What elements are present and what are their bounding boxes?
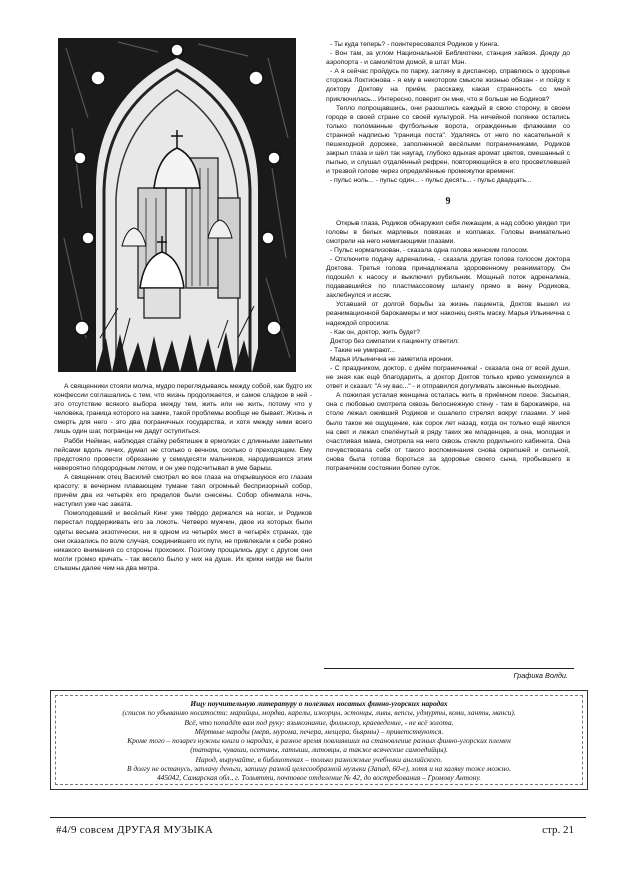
right-paragraph-b2: - Пульс нормализован, - сказала одна голова женским голосом.: [330, 246, 529, 254]
left-paragraph-4: Помолодевший и весёлый Кинг уже твёрдо держался на ногах, и Родиков перестал поддерживать его за локоть. Четверо мужчин, двое из которых были одеты весьма экзотически, ни в одном из четырёх мест в четырёх странах, где они оказались по воле случая, соединившего их пути, не привлекали к себе ровно никакого внимания со стороны прохожих. Поэтому прощались друг с другом они могли громко кричать - так весело было у них на душе. Их крики нигде не были слышны далее чем на два метра.: [54, 510, 312, 572]
right-text-column: [326, 40, 570, 473]
right-paragraph-a1: - Ты куда теперь? - поинтересовался Родиков у Кинга.: [330, 41, 500, 48]
ad-line-6: (татары, чуваши, осетины, латыши, литовцы, а также всяческие самоедийцы).: [190, 745, 448, 755]
ad-line-2: (список по убыванию носатости: марийцы, мордва, карелы, ижорцы, эстонцы, ливы, вепсы, удмурты, коми, ханты, манси).: [122, 708, 516, 718]
left-paragraph-1: А священники стояли молча, мудро переглядываясь между собой, как будто их конфессии соглашались с тем, что жизнь продолжается, и самое сладкое в ней - это отсутствие всякого выбора между тем, жить или не жить, потому что у человека, граница которого на замке, такой проблемы вообще не бывает. Жизнь и смерть для него - это два пограничных государства, и хотя между ними всего лишь один шаг, погранцы не дадут оступиться.: [54, 383, 312, 436]
right-paragraph-b6: Доктор без симпатии к пациенту ответил:: [330, 337, 459, 345]
right-paragraph-b5: - Как он, доктор, жить будет?: [330, 328, 420, 336]
right-paragraph-b1: Открыв глаза, Родиков обнаружил себя лежащим, а над собою увидел три головы в белых марлевых повязках и колпаках. Головы внимательно смотрели на него немигающими глазами.: [326, 219, 570, 245]
right-paragraph-a5: - пульс ноль... - пульс один... - пульс десять... - пульс двадцать...: [330, 177, 532, 185]
ad-line-3: Всё, что попадёт вам под руку: языкознание, фольклор, краеведение, - не всё золота.: [184, 717, 454, 727]
ad-line-1: Ищу поучительную литературу о полезных носатых финно-угорских народах: [190, 699, 448, 708]
ad-line-8: В долгу не останусь, заплачу деньги, запишу разной целесообразной музыки (Запад, 60-е), хотя и на халяву тоже можно.: [127, 764, 511, 774]
issue-title: #4/9 совсем ДРУГАЯ МУЗЫКА: [56, 824, 214, 836]
chapter-number: 9: [445, 195, 451, 207]
classified-ad-inner: [55, 695, 583, 785]
left-paragraph-3: А священник отец Василий смотрел во все глаза на открывшуюся его глазам красоту: в вечернем плавающем тумане таял огромный беспризорный собор, причём два из четырёх его пределов были снесены. Собор обнимала ночь, наступил уже час заката.: [54, 473, 312, 509]
illustration-credit: Графика Волди.: [513, 671, 568, 680]
ad-line-9: 445042, Самарская обл., г. Тольятти, почтовое отделение № 42, до востребования – Громову Антону.: [156, 773, 482, 783]
illustration-area: [54, 38, 306, 372]
right-paragraph-b8: Марья Ильинична не заметила иронии.: [330, 355, 454, 363]
right-paragraph-b7: - Такие не умирают...: [330, 346, 395, 354]
ad-line-4: Мёртвые народы (меря, мурома, печера, мещера, бьярмы) – приветствуются.: [194, 726, 444, 736]
left-text-column: [54, 382, 312, 573]
right-paragraph-b4: Уставший от долгой борьбы за жизнь пациента, Доктов вышел из реанимационной барокамеры и мог наконец снять маску. Марья Ильинична с надеждой спросила:: [326, 301, 570, 327]
ad-line-7: Народ, выручайте, в библиотеках – только разножные учебники английского.: [195, 754, 443, 764]
right-paragraph-a2: - Вон там, за углом Национальной Библиотеки, станция хайвэя. Доеду до аэропорта - и самолётом домой, в штат Мэн.: [326, 50, 570, 67]
footer-rule: [50, 817, 586, 818]
classified-ad-box: [50, 690, 588, 790]
signature-rule: [324, 668, 574, 669]
left-paragraph-2: Рабби Нейман, наблюдая стайку ребятишек в ермолках с длинными завитыми пейсами вдоль личих, думал не столько о вечном, сколько о преходящем. Ему предстояло провести обрезание у семидесяти мальчиков, народившихся этим невероятно плодородным летом, и он уже подсчитывал в уме барыш.: [54, 437, 312, 472]
right-paragraph-b9: - С праздником, доктор, с днём пограничника! - сказала она от всей души, не зная как ещё благодарить, а доктор Доктов только криво усмехнулся в ответ и сказал: "А ну вас..." - и отправился догуливать законные выходные.: [326, 365, 570, 391]
right-paragraph-b3: - Отключите подачу адреналина, - сказала другая голова голосом доктора Доктова. Третья голова принадлежала здоровенному реаниматору. Он подошёл к насосу и выключил рубильник. Мощный поток адреналина, подававшийся по пластмассовому шлангу прямо в вену Родикова, захлебнулся и иссяк.: [326, 255, 570, 300]
right-paragraph-a4: Тепло попрощавшись, они разошлись каждый в свою сторону, в своем городе в своей стране со своей культурой. На ничейной полянке остались только поломанные футбольные ворота, огражденные флажками со странной надписью "граница поста". Удаляясь от него по касательной к пешеходной дорожке, заполненной весёлыми пограничниками, Родиков закрыл глаза и шёл так наугад, глубоко вдыхая аромат цветов, смешанный с пылью, и слушал отдалённый рефрен, повторяющийся в его просветлевшей и трезвой голове через определённые промежутки времени:: [326, 104, 570, 176]
page-number: стр. 21: [542, 824, 574, 836]
right-paragraph-a3: - А я сейчас пройдусь по парку, загляну в диспансер, справлюсь о здоровье сторожа Локтионова - я ему в некотором смысле жизнью обязан - и пойду к доктору Доктову на приём, расскажу, какая странность со мной приключилась... Интересно, поверит он мне, что я больше не Бодиков?: [326, 68, 570, 103]
right-paragraph-b10: А пожилая усталая женщина осталась жить в приёмном покое. Засыпая, она с любовью смотрела сквозь белоснежную стену - там в барокамере, на столе лежал оживший Родиков и ошалело стрелял вокруг глазами. У неё было такое же ощущение, как сорок лет назад, когда он только ещё явился на свет и лежал спелёнутый в ряду таких же младенцев, а она, молодая и счастливая мама, смотрела на него сквозь стекло родильного кабинета. Она почувствовала себя от такого воспоминания снова окрепшей и сильной, снова была готова бороться за здоровье своего сына, пробывшего в пограничном состоянии более суток.: [326, 392, 570, 473]
cathedral-illustration: [58, 38, 296, 372]
ad-line-5: Кроме того – позарез нужны книги о народах, в разное время повлиявших на становление разных финно-угорских племен: [127, 736, 511, 746]
